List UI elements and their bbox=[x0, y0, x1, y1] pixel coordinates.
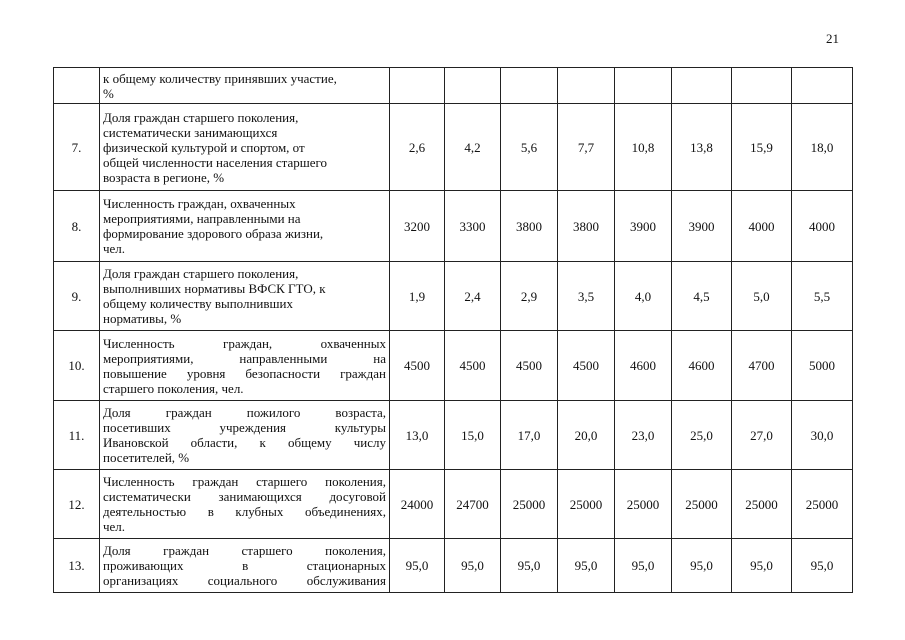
value-cell: 5,0 bbox=[732, 262, 792, 331]
value-cell: 2,9 bbox=[501, 262, 558, 331]
table-row bbox=[54, 331, 853, 401]
indicator-line: Численность граждан, охваченных bbox=[103, 335, 386, 351]
value-cell: 4700 bbox=[732, 331, 792, 401]
value-cell: 3800 bbox=[501, 191, 558, 262]
indicator-line: посетителей, % bbox=[103, 450, 190, 465]
row-number: 12. bbox=[54, 470, 100, 539]
value-cell: 27,0 bbox=[732, 401, 792, 470]
value-cell bbox=[390, 68, 445, 104]
value-cell: 25000 bbox=[558, 470, 615, 539]
indicator-line: формирование здорового образа жизни, bbox=[103, 226, 324, 241]
value-cell: 5000 bbox=[792, 331, 853, 401]
value-cell: 25000 bbox=[792, 470, 853, 539]
row-number: 11. bbox=[54, 401, 100, 470]
row-number: 9. bbox=[54, 262, 100, 331]
indicator-line: повышение уровня безопасности граждан bbox=[103, 365, 386, 381]
value-cell: 3900 bbox=[615, 191, 672, 262]
indicator-name bbox=[100, 104, 390, 191]
table-row bbox=[54, 539, 853, 593]
indicator-line: чел. bbox=[103, 519, 126, 534]
indicator-name bbox=[100, 262, 390, 331]
value-cell bbox=[501, 68, 558, 104]
value-cell bbox=[558, 68, 615, 104]
indicator-name bbox=[100, 539, 390, 593]
value-cell bbox=[615, 68, 672, 104]
value-cell: 13,8 bbox=[672, 104, 732, 191]
value-cell: 3900 bbox=[672, 191, 732, 262]
value-cell: 5,5 bbox=[792, 262, 853, 331]
value-cell: 24000 bbox=[390, 470, 445, 539]
value-cell: 4500 bbox=[558, 331, 615, 401]
table-row bbox=[54, 470, 853, 539]
indicator-line: к общему количеству принявших участие, bbox=[103, 70, 337, 86]
indicator-line: физической культурой и спортом, от bbox=[103, 139, 305, 155]
value-cell: 5,6 bbox=[501, 104, 558, 191]
value-cell: 23,0 bbox=[615, 401, 672, 470]
row-number: 7. bbox=[54, 104, 100, 191]
value-cell bbox=[792, 68, 853, 104]
indicator-line: организациях социального обслуживания bbox=[103, 573, 386, 588]
value-cell: 4000 bbox=[792, 191, 853, 262]
row-number: 10. bbox=[54, 331, 100, 401]
indicator-line: деятельностью в клубных объединениях, bbox=[103, 504, 386, 519]
table-row bbox=[54, 68, 853, 104]
value-cell: 95,0 bbox=[558, 539, 615, 593]
indicator-line: систематически занимающихся досуговой bbox=[103, 489, 386, 504]
value-cell: 18,0 bbox=[792, 104, 853, 191]
value-cell: 3800 bbox=[558, 191, 615, 262]
value-cell: 25,0 bbox=[672, 401, 732, 470]
indicator-line: мероприятиями, направленными на bbox=[103, 350, 386, 366]
table-row bbox=[54, 262, 853, 331]
indicator-line: посетивших учреждения культуры bbox=[103, 420, 386, 435]
value-cell: 4,0 bbox=[615, 262, 672, 331]
indicator-name bbox=[100, 191, 390, 262]
value-cell: 4,5 bbox=[672, 262, 732, 331]
indicator-name bbox=[100, 470, 390, 539]
indicator-line: мероприятиями, направленными на bbox=[103, 211, 301, 226]
value-cell: 95,0 bbox=[390, 539, 445, 593]
indicator-line: старшего поколения, чел. bbox=[103, 380, 244, 396]
value-cell: 7,7 bbox=[558, 104, 615, 191]
page-number: 21 bbox=[826, 31, 839, 46]
value-cell: 4600 bbox=[672, 331, 732, 401]
value-cell: 3,5 bbox=[558, 262, 615, 331]
value-cell: 3200 bbox=[390, 191, 445, 262]
value-cell: 10,8 bbox=[615, 104, 672, 191]
indicator-line: общей численности населения старшего bbox=[103, 154, 328, 170]
indicator-line: систематически занимающихся bbox=[103, 124, 278, 140]
value-cell: 20,0 bbox=[558, 401, 615, 470]
indicator-line: возраста в регионе, % bbox=[103, 169, 225, 185]
row-number: 8. bbox=[54, 191, 100, 262]
value-cell: 3300 bbox=[445, 191, 501, 262]
indicator-line: Доля граждан старшего поколения, bbox=[103, 266, 299, 281]
value-cell: 95,0 bbox=[732, 539, 792, 593]
value-cell: 25000 bbox=[672, 470, 732, 539]
indicator-line: Численность граждан старшего поколения, bbox=[103, 474, 386, 489]
value-cell: 4500 bbox=[501, 331, 558, 401]
indicator-line: Доля граждан старшего поколения, bbox=[103, 543, 386, 558]
value-cell: 15,0 bbox=[445, 401, 501, 470]
value-cell: 1,9 bbox=[390, 262, 445, 331]
value-cell: 4000 bbox=[732, 191, 792, 262]
value-cell: 95,0 bbox=[672, 539, 732, 593]
table-row bbox=[54, 104, 853, 191]
value-cell: 25000 bbox=[732, 470, 792, 539]
value-cell: 2,6 bbox=[390, 104, 445, 191]
indicator-name bbox=[100, 331, 390, 401]
table-row bbox=[54, 191, 853, 262]
indicator-line: чел. bbox=[103, 241, 126, 256]
value-cell: 25000 bbox=[501, 470, 558, 539]
table-row bbox=[54, 401, 853, 470]
value-cell: 4500 bbox=[390, 331, 445, 401]
value-cell: 4500 bbox=[445, 331, 501, 401]
value-cell: 2,4 bbox=[445, 262, 501, 331]
value-cell: 17,0 bbox=[501, 401, 558, 470]
value-cell: 24700 bbox=[445, 470, 501, 539]
indicator-line: нормативы, % bbox=[103, 311, 182, 326]
value-cell bbox=[445, 68, 501, 104]
value-cell: 95,0 bbox=[445, 539, 501, 593]
value-cell: 95,0 bbox=[615, 539, 672, 593]
indicator-line: общему количеству выполнивших bbox=[103, 296, 293, 311]
value-cell: 95,0 bbox=[792, 539, 853, 593]
indicator-line: проживающих в стационарных bbox=[103, 558, 386, 573]
indicator-name bbox=[100, 68, 390, 104]
indicator-line: Ивановской области, к общему числу bbox=[103, 435, 386, 450]
value-cell: 15,9 bbox=[732, 104, 792, 191]
indicator-line: Доля граждан пожилого возраста, bbox=[103, 405, 386, 420]
indicator-name bbox=[100, 401, 390, 470]
row-number: 13. bbox=[54, 539, 100, 593]
value-cell: 4600 bbox=[615, 331, 672, 401]
indicator-line: Доля граждан старшего поколения, bbox=[103, 109, 299, 125]
value-cell: 4,2 bbox=[445, 104, 501, 191]
value-cell: 13,0 bbox=[390, 401, 445, 470]
value-cell bbox=[732, 68, 792, 104]
indicator-line: % bbox=[103, 85, 114, 101]
value-cell: 30,0 bbox=[792, 401, 853, 470]
row-number bbox=[54, 68, 100, 104]
value-cell: 25000 bbox=[615, 470, 672, 539]
indicator-line: выполнивших нормативы ВФСК ГТО, к bbox=[103, 281, 326, 296]
value-cell: 95,0 bbox=[501, 539, 558, 593]
value-cell bbox=[672, 68, 732, 104]
indicators-table bbox=[53, 67, 853, 593]
indicator-line: Численность граждан, охваченных bbox=[103, 196, 296, 211]
